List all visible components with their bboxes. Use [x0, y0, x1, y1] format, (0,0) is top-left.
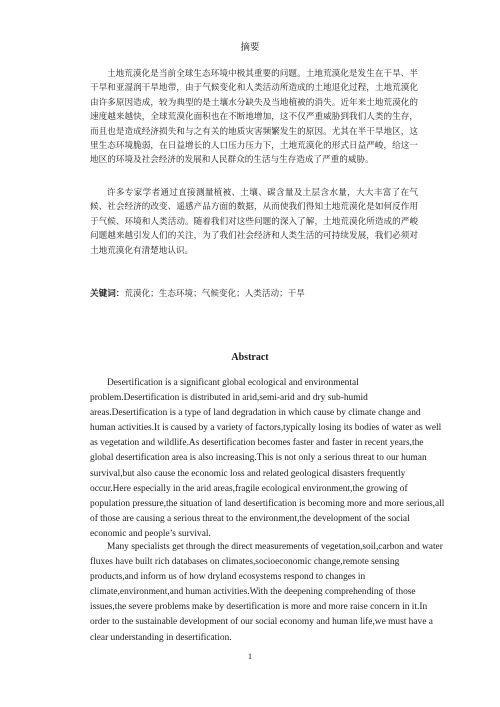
paragraph-line: areas.Desertification is a type of land degradation in which cause by climate change and — [90, 408, 421, 419]
chinese-abstract-paragraph-2: 许多专家学者通过直接测量植被、土壤、碳含量及土层含水量，大大丰富了在气候、社会经济的改变、遥感产品方面的数据，从而使我们得知土地荒漠化是如何反作用于气候、环境和人类活动。随着我们对这些问题的深入了解，土地荒漠化所造成的严峻问题越来越引发人们的关注，为了我们社会经济和人类生活的可持续发展，我们必须对土地荒漠化有清楚地认识。 — [90, 188, 418, 256]
paragraph-line: as vegetation and wildlife.As desertification becomes faster and faster in recent years,the — [90, 438, 424, 449]
paragraph-line: Many specialists get through the direct measurements of vegetation,soil,carbon and water — [107, 542, 443, 552]
paragraph-line: problem.Desertification is distributed in arid,semi-arid and dry sub-humid — [90, 393, 368, 404]
english-abstract-title: Abstract — [231, 352, 269, 363]
paragraph-line: Desertification is a significant global ecological and environmental — [107, 378, 359, 388]
paragraph-line: fluxes have built rich databases on climates,socioeconomic change,remote sensing — [90, 557, 400, 568]
english-abstract-paragraph-1 — [90, 376, 445, 542]
english-abstract-paragraph-2 — [90, 540, 443, 646]
paragraph-line: occur.Here especially in the arid areas,fragile ecological environment,the growing of — [90, 483, 408, 494]
keywords-label: 关键词： — [90, 289, 125, 299]
paragraph-line: global desertification area is also increasing.This is not only a serious threat to our human — [90, 453, 427, 464]
page-number: 1 — [247, 651, 253, 661]
paragraph-line: clear understanding in desertification. — [90, 632, 232, 643]
chinese-abstract-title: 摘要 — [240, 42, 260, 53]
paragraph-line: population pressure,the situation of land desertification is becoming more and more serious,all — [90, 498, 445, 509]
paragraph-line: economic and people’s survival. — [90, 528, 211, 539]
paragraph-line: order to the sustainable development of our social economy and human life,we must have a — [90, 617, 433, 628]
paragraph-line: products,and inform us of how dryland ecosystems respond to changes in — [90, 572, 366, 583]
paragraph-line: human activities.It is caused by a variety of factors,typically losing its bodies of water as well — [90, 423, 442, 434]
keywords-text: 荒漠化；生态环境；气候变化；人类活动；干旱 — [124, 289, 305, 299]
paragraph-line: survival,but also cause the economic loss and related geological disasters frequently — [90, 468, 406, 479]
keywords-line — [90, 287, 430, 299]
chinese-abstract-paragraph-1: 土地荒漠化是当前全球生态环境中极其重要的问题。土地荒漠化是发生在干旱、半干旱和亚湿润干旱地带，由于气候变化和人类活动所造成的土地退化过程，土地荒漠化由许多原因造成，较为典型的是土壤水分缺失及当地植被的消失。近年来土地荒漠化的速度越来越快，全球荒漠化面积也在不断地增加，这不仅严重威胁到我们人类的生存，而且也是造成经济损失和与之有关的地质灾害频繁发生的原因。尤其在半干旱地区，这里生态环境脆弱，在日益增长的人口压力压力下，土地荒漠化的形式日益严峻，给这一地区的环境及社会经济的发展和人民群众的生活与生存造成了严重的威胁。 — [90, 69, 418, 166]
paragraph-line: issues,the severe problems make by desertification is more and more raise concern in it.In — [90, 602, 428, 613]
paragraph-line: of those are causing a serious threat to the environment,the development of the social — [90, 513, 410, 524]
paragraph-line: climate,environment,and human activities.With the deepening comprehending of those — [90, 587, 416, 598]
